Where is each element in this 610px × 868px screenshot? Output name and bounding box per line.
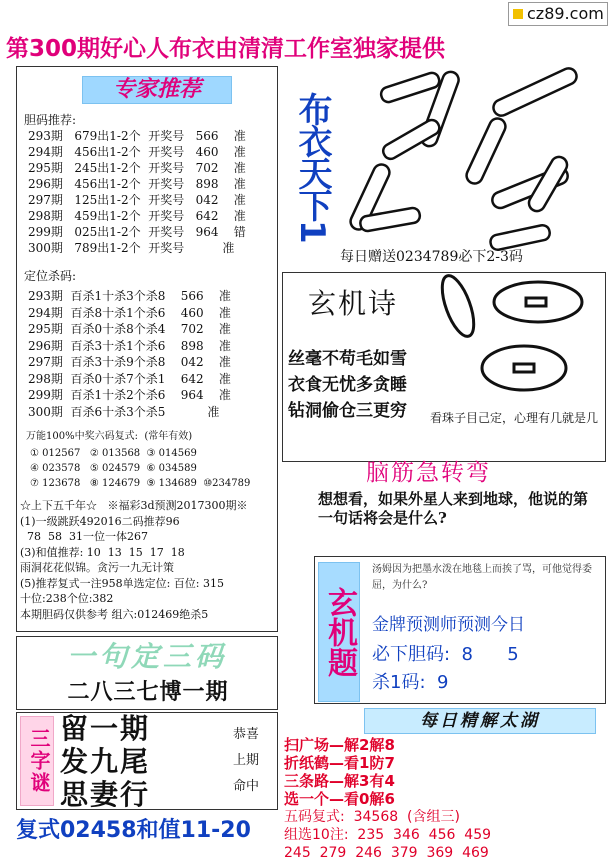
dan-row: 300期 789出1-2个 开奖号 准 (28, 241, 235, 255)
wan-row: ① 012567 ② 013568 ③ 014569 (30, 448, 197, 459)
dan-row: 299期 025出1-2个 开奖号 964 错 (28, 225, 246, 239)
riddle-note-line: 上期 (232, 753, 259, 768)
xuanji-ti-text: 玄机题 (322, 587, 357, 677)
one-sentence-title: 一句定三码 (66, 640, 227, 673)
wan-row: ④ 023578 ⑤ 024579 ⑥ 034589 (30, 463, 197, 474)
taihu-line: 扫广场—解2解8 (284, 736, 395, 754)
dan-row: 293期 679出1-2个 开奖号 566 准 (28, 129, 246, 143)
dan-row: 296期 456出1-2个 开奖号 898 准 (28, 177, 246, 191)
riddle-line: 留一期 (60, 712, 151, 745)
buyi-vertical-text: 布衣天下1 (292, 92, 332, 242)
taihu-line: 折纸鹤—看1防7 (284, 754, 395, 772)
taihu-zuxuan1: 组选10注: 235 346 456 459 (284, 827, 492, 843)
page-title: 第300期好心人布衣由清清工作室独家提供 (6, 36, 446, 62)
taihu-title: 每日精解太湖 (364, 708, 596, 734)
logo-square-icon (513, 9, 523, 19)
brain-title: 脑筋急转弯 (366, 460, 491, 486)
wan-row: ⑦ 123678 ⑧ 124679 ⑨ 134689 ⑩234789 (30, 478, 251, 489)
daily-gift: 每日赠送0234789必下2-3码 (340, 249, 523, 265)
poem-line: 丝毫不苟毛如雪 (288, 349, 407, 369)
kill-row: 294期 百杀8十杀1个杀6 460 准 (28, 305, 231, 320)
poem-line: 钻洞偷仓三更穷 (288, 401, 407, 421)
kill-list (28, 288, 274, 420)
gold-title: 金牌预测师预测今日 (372, 615, 525, 635)
dan-row: 295期 245出1-2个 开奖号 702 准 (28, 161, 246, 175)
analysis-line: (3)和值推荐: 10 13 15 17 18 (20, 545, 185, 559)
sketch-coins-icon (428, 268, 608, 408)
xuanji-ti-question: 汤姆因为把墨水泼在地毯上而挨了骂，可他觉得委屈，为什么? (372, 564, 592, 591)
dan-row: 294期 456出1-2个 开奖号 460 准 (28, 145, 246, 159)
taihu-zuxuan2: 245 279 246 379 369 469 (284, 845, 489, 861)
kill-row: 299期 百杀1十杀2个杀6 964 准 (28, 388, 231, 402)
riddle-line: 发九尾 (60, 745, 151, 778)
gold-kill: 杀1码: 9 (372, 672, 449, 693)
gold-dan: 必下胆码: 8 5 (372, 644, 519, 665)
poem-note: 看珠子目己定，心理有几就是几 (430, 411, 599, 425)
kill-row: 297期 百杀3十杀9个杀8 042 准 (28, 355, 231, 369)
analysis-line: (1)一级跳跃492016二码推荐96 (20, 514, 180, 528)
kill-row: 300期 百杀6十杀3个杀5 准 (28, 404, 220, 419)
site-badge[interactable] (508, 2, 608, 26)
analysis-line: ☆上下五千年☆ ※福彩3d预测2017300期※ (20, 499, 248, 512)
site-badge-text: cz89.com (527, 4, 604, 23)
dan-row: 298期 459出1-2个 开奖号 642 准 (28, 209, 246, 223)
dan-row: 297期 125出1-2个 开奖号 042 准 (28, 193, 246, 207)
dan-list (28, 128, 274, 256)
xuanji-poem-lines (288, 346, 448, 424)
riddle-lines (60, 712, 218, 811)
riddle-line: 思妻行 (60, 778, 151, 811)
expert-title: 专家推荐 (82, 76, 232, 104)
kill-row: 293期 百杀1十杀3个杀8 566 准 (28, 289, 231, 303)
fushi-sum: 复式02458和值11-20 (16, 818, 251, 843)
kill-row: 296期 百杀3十杀1个杀6 898 准 (28, 338, 231, 353)
analysis-line: (5)推荐复式一注958单选定位: 百位: 315 (20, 576, 224, 590)
riddle-note-line: 命中 (232, 779, 259, 794)
wan-label: 万能100%中奖六码复式: (常年有效) (26, 431, 193, 442)
sketch-digits-icon (340, 62, 600, 252)
poem-line: 衣食无忧多贪睡 (288, 375, 407, 395)
taihu-wuma: 五码复式: 34568 (含组三) (284, 809, 460, 825)
taihu-lines (284, 736, 504, 808)
riddle-side-text: 三字谜 (27, 728, 51, 794)
riddle-side-label (20, 716, 54, 806)
kill-row: 295期 百杀0十杀8个杀4 702 准 (28, 322, 231, 336)
analysis-line: 十位:238个位:382 (20, 592, 114, 605)
dan-label: 胆码推荐: (24, 113, 77, 127)
analysis-line: 本期胆码仅供参考 组六:012469绝杀5 (20, 607, 209, 621)
analysis-block (20, 498, 316, 622)
kill-label: 定位杀码: (24, 269, 77, 283)
taihu-line: 三条路—解3有4 (284, 772, 395, 790)
riddle-note (226, 722, 266, 800)
riddle-note-line: 恭喜 (232, 727, 259, 742)
brain-question: 想想看，如果外星人来到地球，他说的第一句话将会是什么? (318, 490, 589, 527)
analysis-line: 雨洞花花似锦。贪污一九无计策 (20, 561, 174, 574)
kill-row: 298期 百杀0十杀7个杀1 642 准 (28, 371, 231, 386)
buyi-vertical-title (290, 92, 334, 272)
taihu-line: 选一个—看0解6 (284, 790, 395, 808)
analysis-line: 78 58 31一位一体267 (20, 530, 148, 543)
xuanji-poem-title: 玄机诗 (308, 287, 399, 320)
xuanji-ti-title (318, 562, 360, 702)
wan-list (30, 446, 250, 491)
one-sentence-phrase: 二八三七博一期 (67, 680, 229, 705)
